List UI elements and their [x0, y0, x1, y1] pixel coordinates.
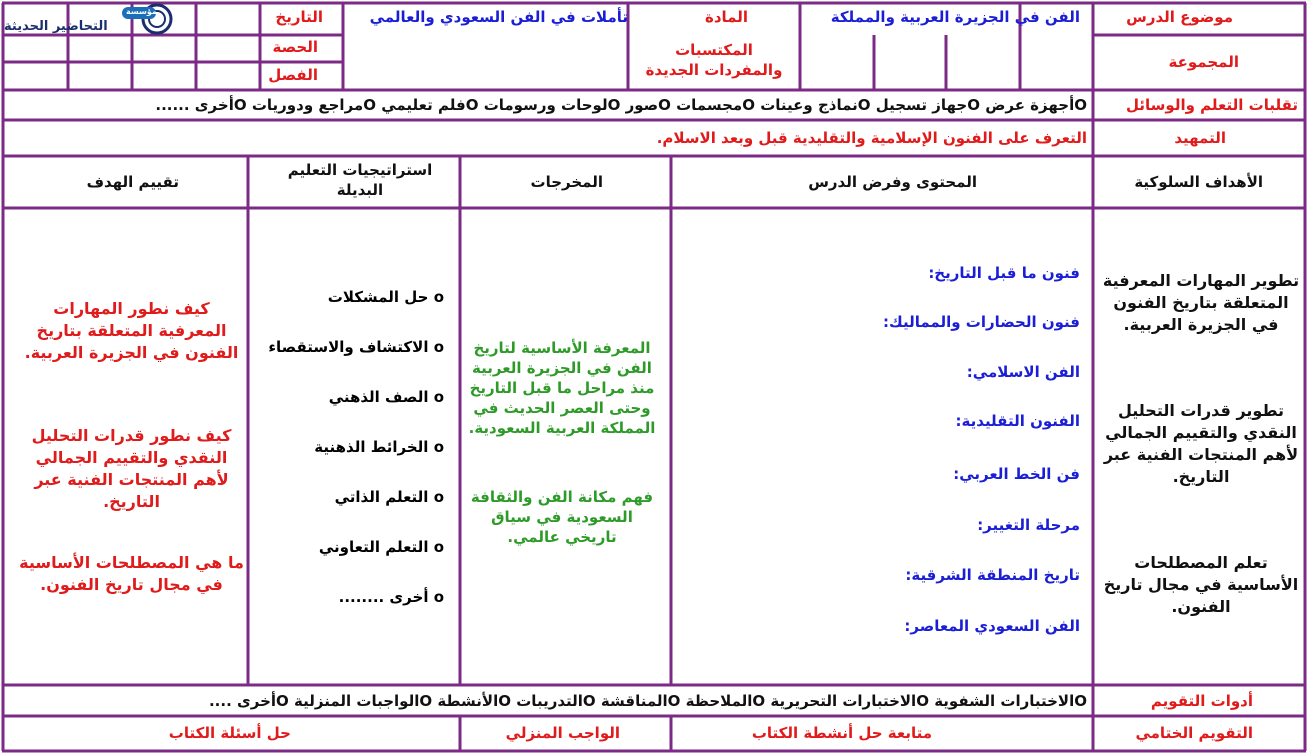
evaluation-3: ما هي المصطلحات الأساسية في مجال تاريخ الفنون.	[19, 553, 244, 594]
content-item-5: فن الخط العربي:	[953, 465, 1080, 483]
final-activities: متابعة حل أنشطة الكتاب	[751, 724, 932, 742]
strategy-item: o أخرى ........	[338, 588, 444, 606]
period-label: الحصة	[272, 38, 318, 56]
content-item-1: فنون ما قبل التاريخ:	[928, 264, 1080, 282]
content-item-7: تاريخ المنطقة الشرقية:	[905, 566, 1080, 584]
strategy-item: o الخرائط الذهنية	[314, 438, 444, 456]
institution-logo	[2, 2, 180, 36]
intro-value: التعرف على الفنون الإسلامية والتقليدية قبل وبعد الاسلام.	[656, 129, 1087, 147]
group-label: المجموعة	[1168, 53, 1239, 71]
strategy-item: o حل المشكلات	[327, 288, 444, 306]
output-1: المعرفة الأساسية لتاريخ الفن في الجزيرة العربية منذ مراحل ما قبل التاريخ وحتى العصر الحديث في المملكة العربية السعودية.	[468, 339, 656, 437]
intro-label: التمهيد	[1174, 129, 1226, 147]
class-label: الفصل	[268, 66, 318, 84]
strategies-header: استراتيجيات التعليم البديلة	[287, 161, 433, 199]
final-homework: الواجب المنزلي	[505, 724, 620, 742]
outputs-header: المخرجات	[530, 173, 603, 191]
output-2: فهم مكانة الفن والثقافة السعودية في سياق تاريخي عالمي.	[470, 488, 654, 546]
content-item-2: فنون الحضارات والمماليك:	[882, 313, 1080, 331]
strategy-item: o الاكتشاف والاستقصاء	[268, 338, 444, 356]
strategy-item: o الصف الذهني	[328, 388, 444, 406]
evaluation-header: تقييم الهدف	[86, 173, 179, 191]
logo-bottom-text: التحاضير الحديثة	[4, 19, 108, 34]
lesson-topic-label: موضوع الدرس	[1126, 8, 1233, 26]
content-item-4: الفنون التقليدية:	[955, 412, 1080, 430]
logo-top-text: مؤسسة	[126, 7, 157, 16]
content-item-6: مرحلة التغيير:	[977, 516, 1080, 534]
final-book-questions: حل أسئلة الكتاب	[168, 724, 291, 742]
assessment-label: أدوات التقويم	[1150, 692, 1253, 710]
assessment-options: Oالاختبارات الشفوية Oالاختبارات التحريرية Oالملاحظة Oالمناقشة Oالتدريبات Oالأنشطة Oالواجبات المنزلية Oأخرى ....	[208, 692, 1087, 710]
subject-value: تأملات في الفن السعودي والعالمي	[369, 8, 628, 26]
tools-options: Oأجهزة عرض Oجهاز تسجيل Oنماذج وعينات Oمجسمات Oصور Oلوحات ورسومات Oفلم تعليمي Oمراجع ودوريات Oأخرى ......	[155, 96, 1087, 114]
objective-3: تعلم المصطلحات الأساسية في مجال تاريخ الفنون.	[1103, 553, 1299, 616]
objective-2: تطوير قدرات التحليل النقدي والتقييم الجمالي لأهم المنتجات الفنية عبر التاريخ.	[1103, 401, 1299, 486]
content-header: المحتوى وفرض الدرس	[808, 173, 977, 191]
final-label: التقويم الختامي	[1135, 724, 1253, 742]
content-item-8: الفن السعودي المعاصر:	[904, 617, 1080, 635]
content-item-3: الفن الاسلامي:	[966, 363, 1080, 381]
strategy-item: o التعلم التعاوني	[318, 538, 444, 556]
strategy-item: o التعلم الذاتي	[334, 488, 444, 506]
tools-label: تقلبات التعلم والوسائل	[1126, 96, 1298, 114]
subject-label: المادة	[704, 8, 748, 26]
objectives-header: الأهداف السلوكية	[1134, 173, 1263, 191]
evaluation-1: كيف نطور المهارات المعرفية المتعلقة بتاريخ الفنون في الجزيرة العربية.	[24, 299, 239, 362]
vocab-label: المكتسبات والمفردات الجديدة	[645, 41, 783, 79]
lesson-topic-value: الفن في الجزيرة العربية والمملكة	[830, 8, 1080, 26]
evaluation-2: كيف نطور قدرات التحليل النقدي والتقييم الجمالي لأهم المنتجات الفنية عبر التاريخ.	[31, 426, 232, 511]
objective-1: تطوير المهارات المعرفية المتعلقة بتاريخ الفنون في الجزيرة العربية.	[1102, 271, 1300, 334]
strategies-list	[268, 287, 444, 607]
date-label: التاريخ	[275, 8, 323, 26]
